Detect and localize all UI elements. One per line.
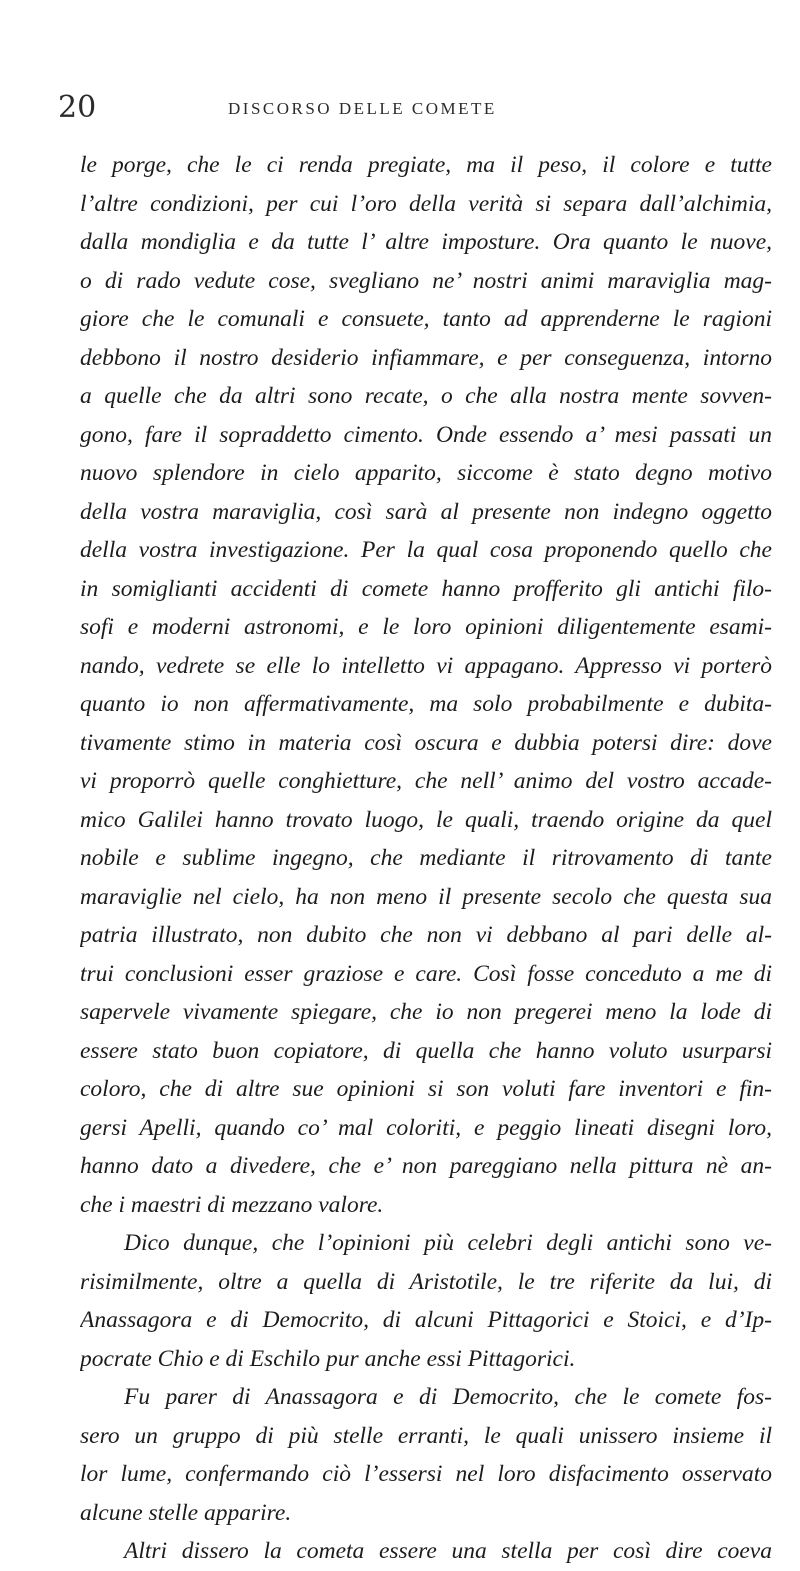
- text-line: gersi Apelli, quando co’ mal coloriti, e peggio lineati disegni loro,: [80, 1114, 772, 1141]
- text-line: nobile e sublime ingegno, che mediante il ritrovamento di tante: [80, 845, 772, 871]
- text-line: gono, fare il sopraddetto cimento. Onde essendo a’ mesi passati un: [80, 421, 772, 448]
- text-line: della vostra maraviglia, così sarà al presente non indegno oggetto: [80, 498, 772, 525]
- text-line: tivamente stimo in materia così oscura e dubbia potersi dire: dove: [80, 729, 772, 756]
- text-line: coloro, che di altre sue opinioni si son voluti fare inventori e fin-: [80, 1076, 772, 1102]
- text-line: lor lume, confermando ciò l’essersi nel loro disfacimento osservato: [80, 1461, 772, 1487]
- page-number: 20: [58, 90, 97, 125]
- text-line: in somiglianti accidenti di comete hanno profferito gli antichi filo-: [80, 575, 772, 602]
- text-line: nuovo splendore in cielo apparito, siccome è stato degno motivo: [80, 460, 772, 486]
- text-line: essere stato buon copiatore, di quella che hanno voluto usurparsi: [80, 1037, 772, 1064]
- text-line: Fu parer di Anassagora e di Democrito, che le comete fos-: [124, 1384, 772, 1410]
- text-line: alcune stelle apparire.: [80, 1499, 292, 1526]
- text-line: le porge, che le ci renda pregiate, ma il peso, il colore e tutte: [80, 152, 772, 178]
- text-line: Altri dissero la cometa essere una stella per così dire coeva: [124, 1538, 772, 1564]
- text-line: mico Galilei hanno trovato luogo, le quali, traendo origine da quel: [80, 806, 772, 833]
- text-line: sofi e moderni astronomi, e le loro opinioni diligentemente esami-: [80, 614, 772, 640]
- text-line: risimilmente, oltre a quella di Aristotile, le tre riferite da lui, di: [80, 1268, 772, 1295]
- text-line: vi proporrò quelle conghietture, che nell’ animo del vostro accade-: [80, 768, 772, 794]
- text-line: nando, vedrete se elle lo intelletto vi appagano. Appresso vi porterò: [80, 652, 772, 679]
- text-line: Dico dunque, che l’opinioni più celebri degli antichi sono ve-: [124, 1230, 772, 1256]
- text-line: della vostra investigazione. Per la qual cosa proponendo quello che: [80, 537, 772, 563]
- text-line: patria illustrato, non dubito che non vi debbano al pari delle al-: [80, 922, 772, 948]
- body-text: [80, 146, 772, 1571]
- text-line: debbono il nostro desiderio infiammare, e per conseguenza, intorno: [80, 344, 772, 371]
- text-line: trui conclusioni esser graziose e care. Così fosse conceduto a me di: [80, 960, 772, 987]
- text-line: dalla mondiglia e da tutte l’ altre imposture. Ora quanto le nuove,: [80, 229, 772, 255]
- running-title: DISCORSO DELLE COMETE: [228, 99, 497, 118]
- text-line: giore che le comunali e consuete, tanto ad apprenderne le ragioni: [80, 306, 772, 332]
- text-line: l’altre condizioni, per cui l’oro della verità si separa dall’alchimia,: [80, 190, 772, 217]
- text-line: a quelle che da altri sono recate, o che alla nostra mente sovven-: [80, 383, 772, 409]
- text-line: maraviglie nel cielo, ha non meno il presente secolo che questa sua: [80, 883, 772, 910]
- text-line: che i maestri di mezzano valore.: [80, 1191, 384, 1218]
- text-line: sapervele vivamente spiegare, che io non pregerei meno la lode di: [80, 999, 772, 1025]
- page-header: [58, 88, 764, 132]
- text-line: Anassagora e di Democrito, di alcuni Pittagorici e Stoici, e d’Ip-: [80, 1307, 772, 1333]
- text-line: sero un gruppo di più stelle erranti, le quali unissero insieme il: [80, 1422, 772, 1449]
- text-line: quanto io non affermativamente, ma solo probabilmente e dubita-: [80, 691, 772, 717]
- text-line: pocrate Chio e di Eschilo pur anche essi Pittagorici.: [80, 1345, 576, 1372]
- text-line: o di rado vedute cose, svegliano ne’ nostri animi maraviglia mag-: [80, 267, 772, 294]
- text-line: hanno dato a divedere, che e’ non pareggiano nella pittura nè an-: [80, 1153, 772, 1179]
